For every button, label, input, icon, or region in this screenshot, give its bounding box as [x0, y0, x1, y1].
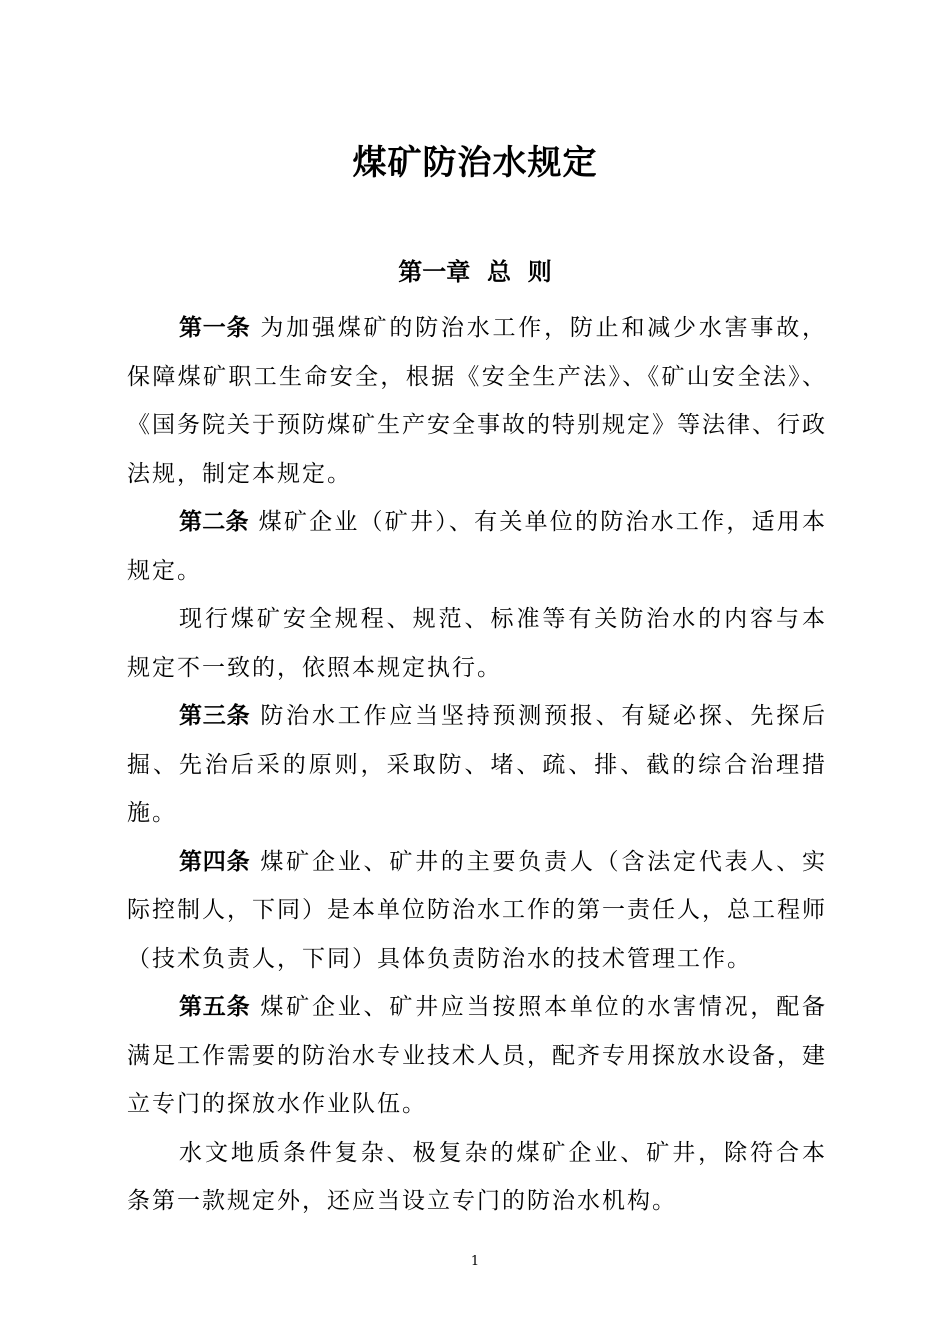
article-label: 第五条	[179, 994, 251, 1020]
article-4-paragraph	[127, 838, 827, 984]
article-label: 第二条	[179, 509, 249, 535]
article-1-paragraph	[127, 304, 827, 498]
page-number: 1	[470, 1254, 480, 1269]
article-text: 煤矿企业（矿井）、有关单位的防治水工作，适用本规定。	[127, 509, 828, 584]
article-text: 煤矿企业、矿井的主要负责人（含法定代表人、实际控制人，下同）是本单位防治水工作的第一责任人，总工程师（技术负责人，下同）具体负责防治水的技术管理工作。	[127, 848, 827, 972]
article-5-clause-2-paragraph	[127, 1129, 827, 1226]
document-body	[127, 304, 827, 1226]
article-text: 为加强煤矿的防治水工作，防止和减少水害事故，保障煤矿职工生命安全，根据《安全生产法》、《矿山安全法》、《国务院关于预防煤矿生产安全事故的特别规定》等法律、行政法规，制定本规定。	[127, 315, 827, 487]
article-label: 第一条	[179, 315, 251, 341]
article-label: 第三条	[179, 703, 251, 729]
article-3-paragraph	[127, 692, 827, 838]
article-2-paragraph	[127, 498, 827, 595]
article-text: 水文地质条件复杂、极复杂的煤矿企业、矿井，除符合本条第一款规定外，还应当设立专门的防治水机构。	[127, 1139, 827, 1214]
document-title: 煤矿防治水规定	[352, 143, 598, 183]
article-2-clause-2-paragraph	[127, 595, 827, 692]
article-label: 第四条	[179, 848, 251, 875]
article-text: 煤矿企业、矿井应当按照本单位的水害情况，配备满足工作需要的防治水专业技术人员，配齐专用探放水设备，建立专门的探放水作业队伍。	[127, 994, 827, 1117]
article-text: 现行煤矿安全规程、规范、标准等有关防治水的内容与本规定不一致的，依照本规定执行。	[127, 606, 827, 681]
article-5-paragraph	[127, 983, 827, 1129]
chapter-heading: 第一章 总 则	[398, 258, 552, 286]
article-text: 防治水工作应当坚持预测预报、有疑必探、先探后掘、先治后采的原则，采取防、堵、疏、排、截的综合治理措施。	[127, 703, 827, 826]
